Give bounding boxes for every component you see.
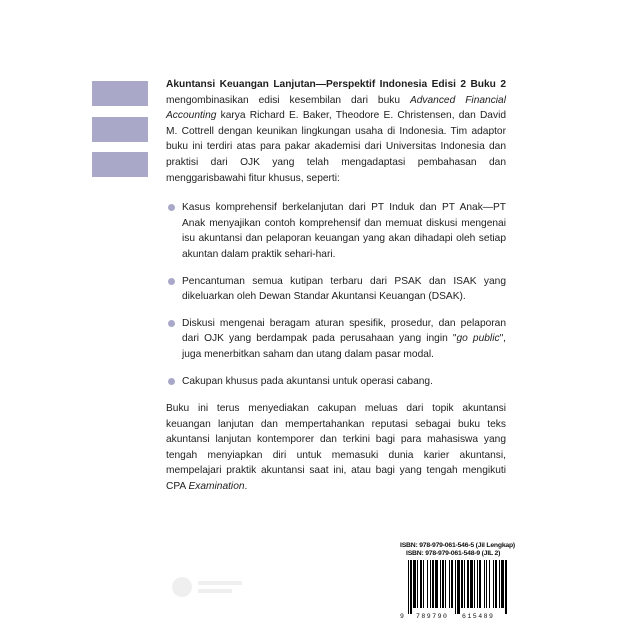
feature-text: Kasus komprehensif berkelanjutan dari PT Induk dan PT Anak—PT Anak menyajikan contoh komprehensif dan memuat diskusi mengenai isu akuntansi dan pelaporan keuangan yang akan dihadapi oleh setiap akuntan dalam praktik sehari-hari. <box>182 202 506 260</box>
blurb <box>166 77 506 495</box>
barcode-left-digits: 789790 <box>416 613 449 620</box>
accent-bar-middle <box>92 117 148 142</box>
feature-text-after: ", juga menerbitkan saham dan utang dalam pasar modal. <box>182 333 507 360</box>
feature-item <box>166 274 506 305</box>
isbn-barcode-block <box>398 542 518 626</box>
closing-italic: Examination <box>188 481 245 493</box>
bullet-icon <box>168 278 175 285</box>
barcode-right-digits: 615489 <box>462 613 495 620</box>
accent-bar-bottom <box>92 152 148 177</box>
closing-end: . <box>244 481 248 493</box>
feature-text-italic: go public <box>456 333 500 345</box>
bullet-icon <box>168 378 175 385</box>
original-book-title: Advanced Financial Accounting <box>166 94 506 122</box>
bullet-icon <box>168 320 175 327</box>
feature-text-before: Diskusi mengenai beragam aturan spesifik, prosedur, dan pelaporan dari OJK yang berdampak pada perusahaan yang ingin " <box>182 317 506 345</box>
feature-item <box>166 316 506 363</box>
feature-list <box>166 200 506 389</box>
intro-text-2: karya Richard E. Baker, Theodore E. Christensen, dan David M. Cottrell dengan keunikan lingkungan usaha di Indonesia. Tim adaptor buku ini terdiri atas para pakar akademisi dari Universitas Indonesia dan praktisi dari OJK yang telah mengadaptasi pembahasan dan menggarisbawahi fitur khusus, seperti: <box>166 110 506 184</box>
feature-text: Pencantuman semua kutipan terbaru dari PSAK dan ISAK yang dikeluarkan oleh Dewan Standar Akuntansi Keuangan (DSAK). <box>182 275 506 303</box>
closing-text: Buku ini terus menyediakan cakupan meluas dari topik akuntansi keuangan lanjutan dan mempertahankan reputasi sebagai buku teks akuntansi lanjutan kontemporer dan terkini bagi para mahasiswa yang tengah menyiapkan diri untuk memasuki dunia karier akuntansi, mempelajari praktik akuntansi saat ini, atau bagi yang tengah mengikuti CPA <box>166 403 506 493</box>
feature-item <box>166 374 506 390</box>
isbn-set: ISBN: 978-979-061-546-5 (Jil Lengkap) <box>400 542 515 549</box>
barcode <box>406 560 510 614</box>
accent-bar-top <box>92 81 148 106</box>
intro-paragraph <box>166 77 506 186</box>
bullet-icon <box>168 204 175 211</box>
isbn-volume: ISBN: 978-979-061-548-9 (JIL 2) <box>406 550 501 557</box>
barcode-lead-digit: 9 <box>400 613 404 620</box>
feature-item <box>166 200 506 262</box>
book-title: Akuntansi Keuangan Lanjutan—Perspektif Indonesia Edisi 2 Buku 2 <box>166 79 506 90</box>
intro-text-1: mengombinasikan edisi kesembilan dari buku <box>166 94 410 106</box>
publisher-logo-watermark <box>168 567 248 607</box>
feature-text: Cakupan khusus pada akuntansi untuk operasi cabang. <box>182 375 433 387</box>
closing-paragraph <box>166 401 506 495</box>
